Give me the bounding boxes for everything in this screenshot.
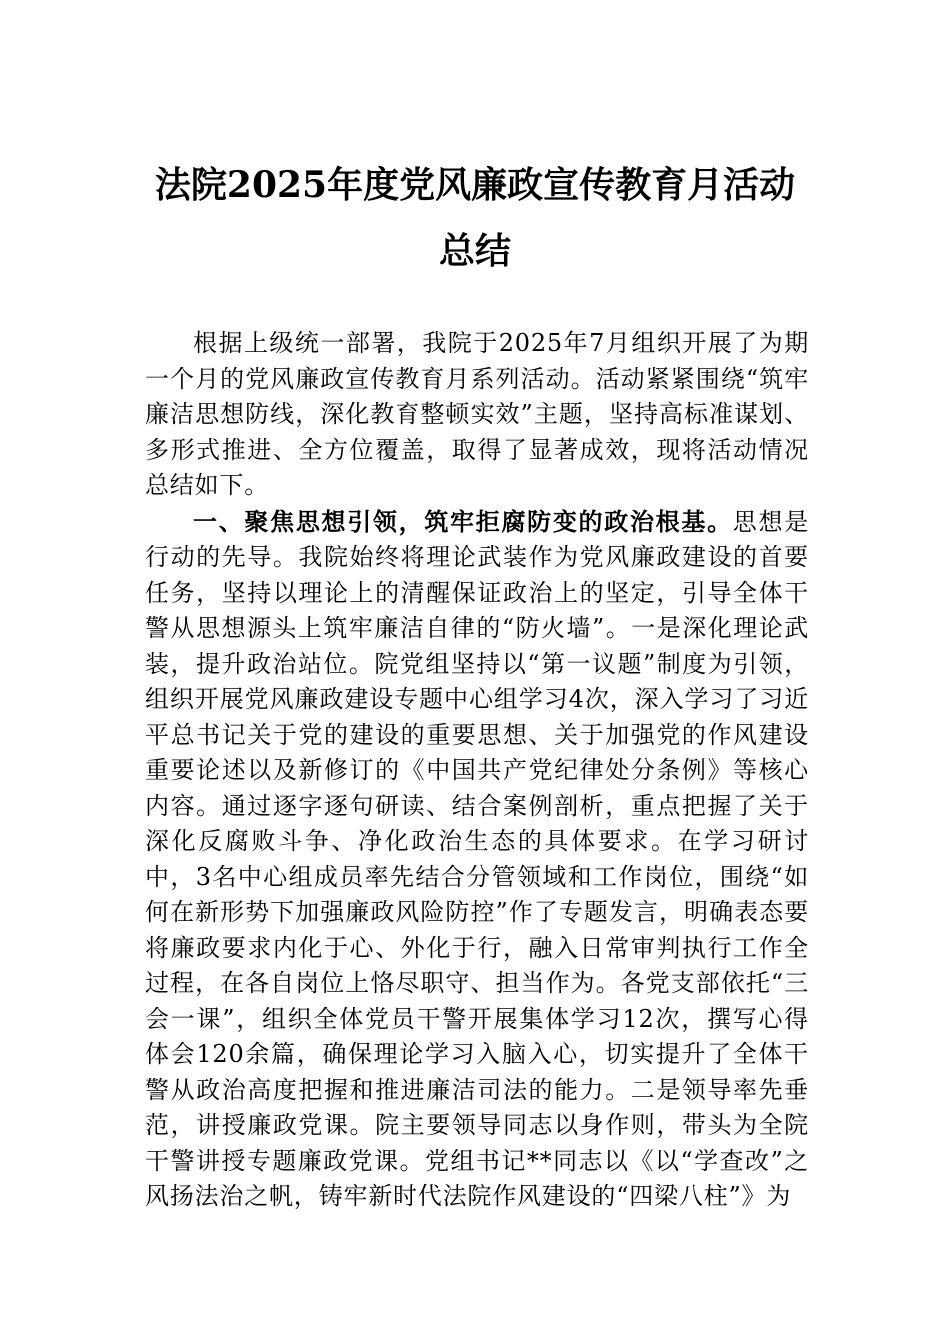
section-one-paragraph [145,504,809,1215]
section-one-text: 思想是行动的先导。我院始终将理论武装作为党风廉政建设的首要任务，坚持以理论上的清醒保证政治上的坚定，引导全体干警从思想源头上筑牢廉洁自律的“防火墙”。一是深化理论武装，提升政治站位。院党组坚持以“第一议题”制度为引领，组织开展党风廉政建设专题中心组学习4次，深入学习了习近平总书记关于党的建设的重要思想、关于加强党的作风建设重要论述以及新修订的《中国共产党纪律处分条例》等核心内容。通过逐字逐句研读、结合案例剖析，重点把握了关于深化反腐败斗争、净化政治生态的具体要求。在学习研讨中，3名中心组成员率先结合分管领域和工作岗位，围绕“如何在新形势下加强廉政风险防控”作了专题发言，明确表态要将廉政要求内化于心、外化于行，融入日常审判执行工作全过程，在各自岗位上恪尽职守、担当作为。各党支部依托“三会一课”，组织全体党员干警开展集体学习12次，撰写心得体会120余篇，确保理论学习入脑入心，切实提升了全体干警从政治高度把握和推进廉洁司法的能力。二是领导率先垂范，讲授廉政党课。院主要领导同志以身作则，带头为全院干警讲授专题廉政党课。党组书记**同志以《以“学查改”之风扬法治之帆，铸牢新时代法院作风建设的“四梁八柱”》为 [145,507,809,1210]
document-title: 法院2025年度党风廉政宣传教育月活动总结 [154,164,796,272]
section-one-heading: 一、聚焦思想引领，筑牢拒腐防变的政治根基。 [193,506,733,536]
intro-paragraph [145,326,809,504]
document-body [145,326,809,1215]
intro-paragraph-text: 根据上级统一部署，我院于2025年7月组织开展了为期一个月的党风廉政宣传教育月系列活动。活动紧紧围绕“筑牢廉洁思想防线，深化教育整顿实效”主题，坚持高标准谋划、多形式推进、全方位覆盖，取得了显著成效，现将活动情况总结如下。 [145,329,809,499]
